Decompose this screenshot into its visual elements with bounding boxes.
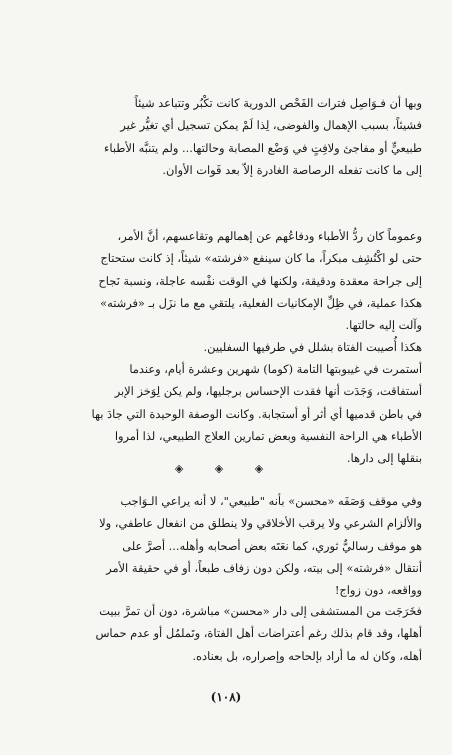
text-line: أستفاقت، وَجَدَت أنها فقدت الإحساس برجليها، ولم يكن لِوَخز الإبر <box>114 384 422 399</box>
text-line: أهلها، وقد قام بذلك رغم أعتراضات أهل الفتاة، وتَملمُل أو عدم حماس <box>95 626 422 641</box>
paragraph-6 <box>30 600 422 667</box>
text-line: وفي موقف وَصَفَه «محسن» بأنه "طبيعي"، لا أنه يراعي الـوَاجب <box>120 494 422 508</box>
text-line: حتى لو اكْتُشِف مبكراً، ما كان سينفع «فرشته» شيئاً، إذ كانت ستحتاج <box>100 251 422 266</box>
text-line: بنقلها إلى دارها. <box>346 451 422 466</box>
page-number: (١٠٨) <box>210 690 242 704</box>
text-line: إلى ما كانت تفعله الرصاصة الغادرة إلاّ بعد فَوات الأوان. <box>162 162 422 177</box>
paragraph-3 <box>30 336 422 358</box>
text-line: هو موقف رساليٌّ ثوري، كما نعَتَه بعض أصحابه وأهله... أصرَّ على <box>122 538 422 553</box>
paragraph-2 <box>30 225 422 336</box>
text-line: الأطباء هي الراحة النفسية وبعض تمارين العلاج الطبيعي، لذا أمروا <box>114 428 422 443</box>
text-line: في باطن قدميها أي أثر أو أستجابة. وكانت الوصفة الوحيدة التي جادَ بها <box>91 406 422 421</box>
section-separator: ◈ ◈ ◈ <box>174 462 278 475</box>
text-line: طبيعيٍّ أو مفاجئ ولافِتٍ في وَضْع المصابة وحالتها... ولم يتنبَّه الأطباء <box>104 140 422 155</box>
paragraph-1 <box>30 92 422 181</box>
text-line: هكذا عملية، في ظِلِّ الإمكانيات الفعلية، يلتقي مع ما نزَل بـ «فرشته» <box>100 295 422 310</box>
text-line: إلى جراحة معقدة ودقيقة، ولكنها في الوقت نفْسه عاجلة، ونسبة نَجاح <box>98 273 422 288</box>
text-line: والألزام الشرعي ولا يرقب الأخلاقي ولا ينطلق من انفعال عاطفي، ولا <box>99 516 422 531</box>
paragraph-5 <box>30 490 422 601</box>
text-line: وعموماً كان ردُّ الأطباء ودفاعُهم عن إهمالهم وتقاعسهم، أنَّ الأمر، <box>117 229 422 243</box>
text-line: أهله، وكان له ما أراد بإلحاحه وإصراره، بل بعناده. <box>192 648 422 663</box>
text-line: وواقعه، دون زواج! <box>334 583 422 598</box>
text-line: فخَرَجَت من المستشفى إلى دار «محسن» مباشرة، دون أن تمرَّ ببيت <box>99 604 422 618</box>
text-line: أنتقال «فرشته» إلى بيته، ولكن دون زفاف طبعاً، أو في حقيقة الأمر <box>106 560 422 575</box>
text-line: أستمرت في غيبوبتها التامة (كوما) شهرين وعشرة أيام، وعندما <box>129 362 422 376</box>
paragraph-4 <box>30 358 422 469</box>
text-line: وآلت إليه حالتها. <box>345 318 422 333</box>
text-line: فشيئاً، بسبب الإهمال والفوضى، لِذا لَمْ يمكن تسجيل أي تغيُّر غير <box>120 118 422 133</box>
text-line: هكذا أُصيبت الفتاة بشلل في طرفيها السفليين. <box>203 340 422 354</box>
text-line: وبها أن فـوَاصِل فترات الفَحْص الدورية كانت تكْبُر وتتباعد شيئاً <box>134 96 422 110</box>
